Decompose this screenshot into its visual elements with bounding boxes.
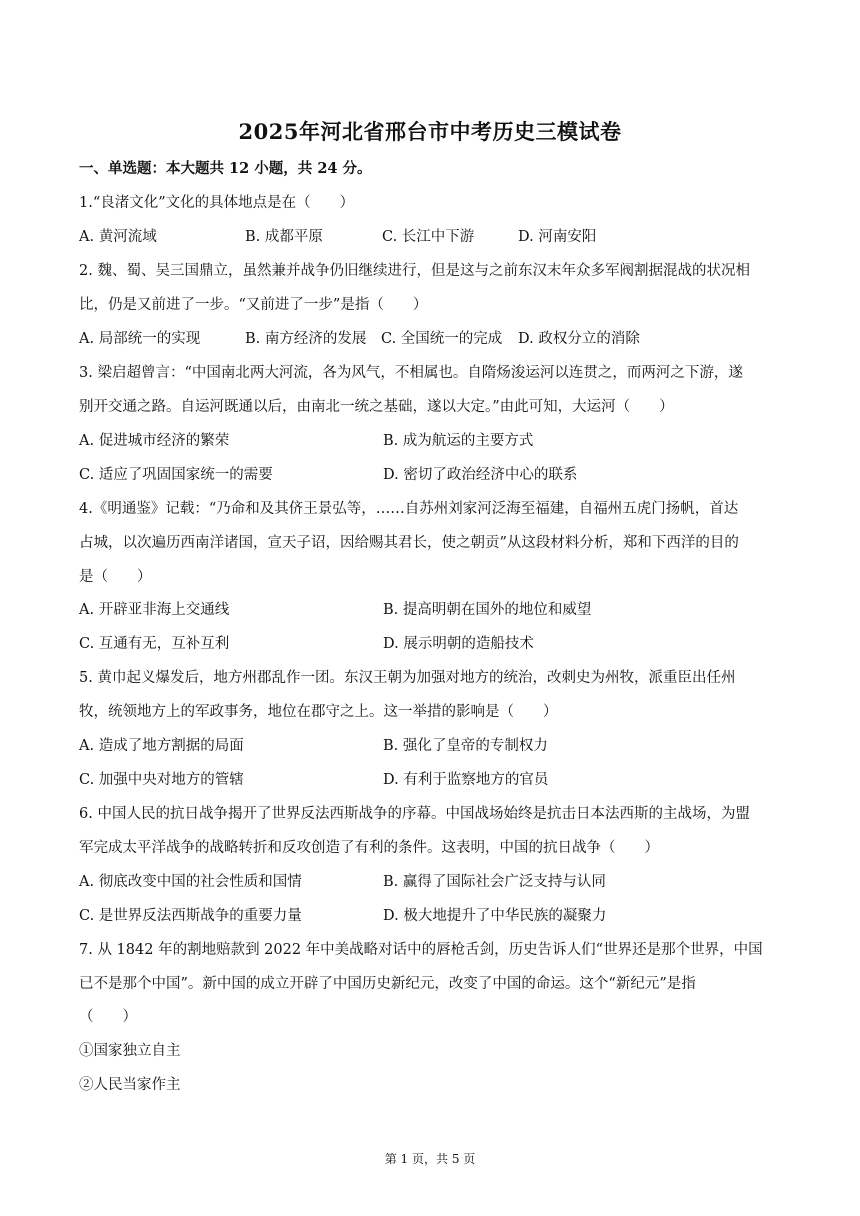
question-2-text-line-2: 比，仍是又前进了一步。“又前进了一步”是指（ ） — [79, 297, 428, 313]
section-heading: 一、单选题：本大题共 12 小题，共 24 分。 — [79, 160, 372, 177]
question-7-text-line-1: 7. 从 1842 年的割地赔款到 2022 年中美战略对话中的唇枪舌剑，历史告诉人们“世界还是那个世界，中国 — [79, 942, 763, 958]
question-3-option-d: D. 密切了政治经济中心的联系 — [383, 467, 578, 483]
question-1-option-a: A. 黄河流域 — [79, 229, 157, 245]
question-2-text-line-1: 2. 魏、蜀、吴三国鼎立，虽然兼并战争仍旧继续进行，但是这与之前东汉末年众多军阀割据混战的状况相 — [79, 263, 750, 279]
question-4-option-a: A. 开辟亚非海上交通线 — [79, 602, 230, 618]
question-6-option-c: C. 是世界反法西斯战争的重要力量 — [79, 908, 302, 924]
question-2-option-a: A. 局部统一的实现 — [79, 331, 201, 347]
question-2-option-b: B. 南方经济的发展 — [245, 331, 367, 347]
question-7-choice-2: ②人民当家作主 — [79, 1077, 181, 1093]
question-6-text-line-1: 6. 中国人民的抗日战争揭开了世界反法西斯战争的序幕。中国战场始终是抗击日本法西斯的主战场，为盟 — [79, 806, 750, 822]
question-1-option-c: C. 长江中下游 — [382, 229, 475, 245]
question-3-option-b: B. 成为航运的主要方式 — [383, 433, 534, 449]
question-5-text-line-1: 5. 黄巾起义爆发后，地方州郡乱作一团。东汉王朝为加强对地方的统治，改刺史为州牧，派重臣出任州 — [79, 670, 736, 686]
page-title: 2025年河北省邢台市中考历史三模试卷 — [238, 119, 622, 144]
question-3-text-line-2: 别开交通之路。自运河既通以后，由南北一统之基础，遂以大定。”由此可知，大运河（ ） — [79, 399, 674, 415]
question-5-option-a: A. 造成了地方割据的局面 — [79, 738, 244, 754]
question-4-option-b: B. 提高明朝在国外的地位和威望 — [383, 602, 592, 618]
question-3-option-c: C. 适应了巩固国家统一的需要 — [79, 467, 273, 483]
question-6-text-line-2: 军完成太平洋战争的战略转折和反攻创造了有利的条件。这表明，中国的抗日战争（ ） — [79, 840, 659, 856]
question-1-option-b: B. 成都平原 — [245, 229, 323, 245]
question-7-text-line-3: （ ） — [79, 1009, 137, 1025]
question-5-option-c: C. 加强中央对地方的管辖 — [79, 772, 244, 788]
question-6-option-b: B. 赢得了国际社会广泛支持与认同 — [383, 874, 606, 890]
question-2-option-d: D. 政权分立的消除 — [518, 331, 640, 347]
question-5-option-b: B. 强化了皇帝的专制权力 — [383, 738, 548, 754]
question-1-text: 1.“良渚文化”文化的具体地点是在（ ） — [79, 195, 355, 211]
question-7-choice-1: ①国家独立自主 — [79, 1043, 181, 1059]
question-6-option-a: A. 彻底改变中国的社会性质和国情 — [79, 874, 302, 890]
question-4-text-line-1: 4.《明通鉴》记载：“乃命和及其侪王景弘等，……自苏州刘家河泛海至福建，自福州五虎门扬帆，首达 — [79, 501, 739, 517]
question-2-option-c: C. 全国统一的完成 — [381, 331, 503, 347]
question-4-text-line-3: 是（ ） — [79, 569, 152, 585]
question-3-text-line-1: 3. 梁启超曾言：“中国南北两大河流，各为风气，不相属也。自隋炀浚运河以连贯之，而两河之下游，遂 — [79, 365, 743, 381]
question-5-text-line-2: 牧，统领地方上的军政事务，地位在郡守之上。这一举措的影响是（ ） — [79, 704, 558, 720]
question-6-option-d: D. 极大地提升了中华民族的凝聚力 — [383, 908, 607, 924]
question-4-option-c: C. 互通有无，互补互利 — [79, 636, 230, 652]
question-4-text-line-2: 占城，以次遍历西南洋诸国，宣天子诏，因给赐其君长，使之朝贡”从这段材料分析，郑和下西洋的目的 — [79, 535, 739, 551]
question-7-text-line-2: 已不是那个中国”。新中国的成立开辟了中国历史新纪元，改变了中国的命运。这个“新纪元”是指 — [79, 976, 696, 992]
page-footer: 第 1 页，共 5 页 — [384, 1152, 476, 1166]
question-5-option-d: D. 有利于监察地方的官员 — [383, 772, 549, 788]
question-4-option-d: D. 展示明朝的造船技术 — [383, 636, 534, 652]
question-3-option-a: A. 促进城市经济的繁荣 — [79, 433, 230, 449]
question-1-option-d: D. 河南安阳 — [518, 229, 597, 245]
